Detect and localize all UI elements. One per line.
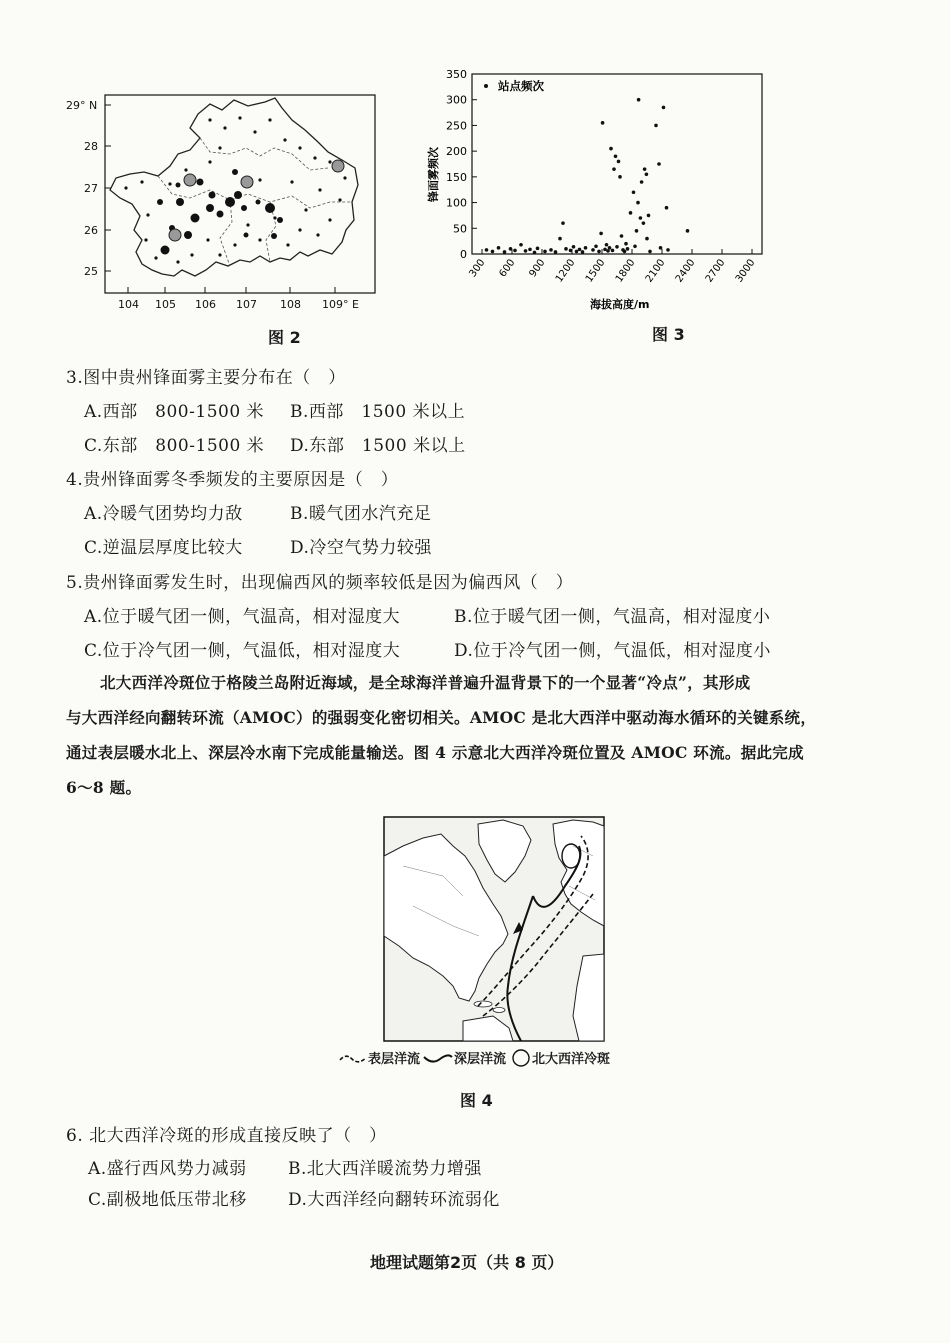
scatter-point bbox=[606, 249, 610, 253]
page-footer: 地理试题第2页（共 8 页） bbox=[370, 1253, 564, 1272]
lon-label: 104 bbox=[118, 298, 139, 311]
scatter-point bbox=[647, 214, 651, 218]
lon-label: 106 bbox=[195, 298, 216, 311]
scatter-point bbox=[558, 237, 562, 241]
fog-frequency-scatter bbox=[420, 62, 780, 322]
scatter-point bbox=[686, 229, 690, 233]
question-4-option-d: D.冷空气势力较强 bbox=[290, 538, 432, 558]
scatter-point bbox=[601, 121, 605, 125]
scatter-point bbox=[643, 167, 647, 171]
scatter-point bbox=[554, 250, 558, 254]
y-tick-label: 50 bbox=[453, 222, 467, 236]
scatter-point bbox=[665, 206, 669, 210]
scatter-point bbox=[637, 98, 641, 102]
scatter-point bbox=[611, 249, 615, 253]
figure-3 bbox=[420, 62, 780, 322]
province-outline bbox=[110, 98, 358, 276]
scatter-point bbox=[624, 242, 628, 246]
question-3-option-c: C.东部 800-1500 米 bbox=[84, 436, 265, 456]
lon-label: 108 bbox=[280, 298, 301, 311]
cold-spot-legend-icon bbox=[510, 1049, 532, 1067]
question-6-option-d: D.大西洋经向翻转环流弱化 bbox=[288, 1190, 500, 1210]
scatter-point bbox=[485, 248, 489, 252]
scatter-point bbox=[623, 250, 627, 254]
scatter-point bbox=[615, 245, 619, 249]
scatter-point bbox=[575, 250, 579, 254]
scatter-point bbox=[640, 180, 644, 184]
x-tick-label: 600 bbox=[497, 257, 518, 280]
question-6-option-b: B.北大西洋暖流势力增强 bbox=[288, 1159, 482, 1179]
question-6-option-c: C.副极地低压带北移 bbox=[88, 1190, 247, 1210]
question-5-option-b: B.位于暖气团一侧，气温高，相对湿度小 bbox=[454, 607, 771, 627]
scatter-point bbox=[617, 160, 621, 164]
x-tick-label: 3000 bbox=[733, 257, 758, 285]
scatter-point bbox=[639, 216, 643, 220]
scatter-point bbox=[636, 201, 640, 205]
lon-label: 109° E bbox=[322, 298, 359, 311]
scatter-point bbox=[524, 249, 528, 253]
figure-3-caption: 图 3 bbox=[652, 325, 685, 344]
chart-xlabel: 海拔高度/m bbox=[590, 298, 650, 311]
scatter-point bbox=[629, 211, 633, 215]
scatter-point bbox=[608, 246, 612, 250]
question-4-option-a: A.冷暖气团势均力敌 bbox=[84, 504, 243, 524]
deep-current-legend-icon bbox=[422, 1051, 454, 1065]
question-5-option-d: D.位于冷气团一侧，气温低，相对湿度小 bbox=[454, 641, 771, 661]
scatter-point bbox=[632, 190, 636, 194]
scatter-point bbox=[549, 248, 553, 252]
question-3-option-b: B.西部 1500 米以上 bbox=[290, 402, 466, 422]
y-tick-label: 300 bbox=[446, 93, 467, 107]
y-tick-label: 0 bbox=[460, 248, 467, 261]
scatter-point bbox=[503, 250, 507, 254]
lat-label: 26 bbox=[84, 224, 98, 237]
passage-line: 6～8 题。 bbox=[66, 778, 142, 797]
figure-2 bbox=[60, 90, 380, 340]
x-tick-label: 2100 bbox=[643, 257, 668, 285]
scatter-point bbox=[662, 106, 666, 110]
scatter-point bbox=[614, 154, 618, 158]
x-tick-label: 1800 bbox=[613, 257, 638, 285]
question-3-stem: 3.图中贵州锋面雾主要分布在（ ） bbox=[66, 368, 346, 388]
scatter-point bbox=[491, 250, 495, 254]
amoc-map bbox=[383, 816, 605, 1042]
y-tick-label: 100 bbox=[446, 196, 467, 210]
figure-4-caption: 图 4 bbox=[460, 1091, 493, 1110]
x-tick-label: 900 bbox=[527, 257, 548, 280]
scatter-point bbox=[612, 167, 616, 171]
x-tick-label: 1200 bbox=[553, 257, 578, 285]
scatter-point bbox=[605, 243, 609, 247]
scatter-point bbox=[657, 162, 661, 166]
scatter-point bbox=[645, 172, 649, 176]
scatter-point bbox=[633, 244, 637, 248]
scatter-point bbox=[561, 221, 565, 225]
lat-label: 25 bbox=[84, 265, 98, 278]
question-4-option-c: C.逆温层厚度比较大 bbox=[84, 538, 243, 558]
scatter-point bbox=[584, 246, 588, 250]
passage-line: 通过表层暖水北上、深层冷水南下完成能量输送。图 4 示意北大西洋冷斑位置及 AMOC 环流。据此完成 bbox=[66, 743, 804, 762]
scatter-point bbox=[618, 175, 622, 179]
figure-4-legend bbox=[338, 1048, 610, 1067]
scatter-point bbox=[543, 250, 547, 254]
legend-marker bbox=[484, 84, 488, 88]
scatter-point bbox=[533, 251, 537, 255]
scatter-point bbox=[509, 247, 513, 251]
scatter-point bbox=[599, 232, 603, 236]
question-6-stem: 6. 北大西洋冷斑的形成直接反映了（ ） bbox=[66, 1126, 387, 1146]
scatter-point bbox=[620, 234, 624, 238]
legend-cold-label: 北大西洋冷斑 bbox=[532, 1052, 611, 1067]
scatter-point bbox=[519, 243, 523, 247]
lat-label: 28 bbox=[84, 140, 98, 153]
lon-label: 107 bbox=[236, 298, 257, 311]
question-4-option-b: B.暖气团水汽充足 bbox=[290, 504, 432, 524]
x-tick-label: 300 bbox=[467, 257, 488, 280]
scatter-point bbox=[642, 221, 646, 225]
scatter-point bbox=[591, 248, 595, 252]
scatter-point bbox=[597, 250, 601, 254]
lat-label: 27 bbox=[84, 182, 98, 195]
figure-2-caption: 图 2 bbox=[268, 328, 301, 347]
passage bbox=[66, 665, 896, 805]
scatter-point bbox=[572, 245, 576, 249]
scatter-point bbox=[645, 237, 649, 241]
chart-legend: 站点频次 bbox=[498, 79, 544, 93]
scatter-point bbox=[497, 246, 501, 250]
scatter-point bbox=[536, 247, 540, 251]
y-tick-label: 150 bbox=[446, 170, 467, 184]
question-4-stem: 4.贵州锋面雾冬季频发的主要原因是（ ） bbox=[66, 470, 399, 490]
surface-current-legend-icon bbox=[338, 1051, 368, 1065]
legend-surface-label: 表层洋流 bbox=[368, 1052, 421, 1067]
scatter-point bbox=[513, 249, 517, 253]
y-tick-label: 250 bbox=[446, 119, 467, 133]
guizhou-map bbox=[60, 90, 380, 340]
passage-line: 与大西洋经向翻转环流（AMOC）的强弱变化密切相关。AMOC 是北大西洋中驱动海水循环的关键系统， bbox=[66, 708, 817, 727]
y-tick-label: 350 bbox=[446, 68, 467, 81]
question-6-option-a: A.盛行西风势力减弱 bbox=[88, 1159, 247, 1179]
question-5-option-c: C.位于冷气团一侧，气温低，相对湿度大 bbox=[84, 641, 401, 661]
scatter-point bbox=[626, 247, 630, 251]
question-5-option-a: A.位于暖气团一侧，气温高，相对湿度大 bbox=[84, 607, 401, 627]
scatter-point bbox=[635, 229, 639, 233]
question-3-option-a: A.西部 800-1500 米 bbox=[84, 402, 265, 422]
y-tick-label: 200 bbox=[446, 145, 467, 159]
scatter-point bbox=[578, 248, 582, 252]
scatter-point bbox=[609, 147, 613, 151]
chart-ylabel: 锋面雾频次 bbox=[427, 147, 440, 202]
lat-label: 29° N bbox=[66, 99, 98, 112]
scatter-point bbox=[659, 246, 663, 250]
scatter-point bbox=[594, 244, 598, 248]
scatter-point bbox=[666, 248, 670, 252]
passage-line: 北大西洋冷斑位于格陵兰岛附近海域，是全球海洋普遍升温背景下的一个显著“冷点”，其形成 bbox=[100, 673, 751, 692]
scatter-point bbox=[581, 250, 585, 254]
figure-4 bbox=[383, 816, 605, 1042]
x-tick-label: 2400 bbox=[673, 257, 698, 285]
scatter-point bbox=[654, 124, 658, 128]
legend-deep-label: 深层洋流 bbox=[454, 1052, 507, 1067]
question-3-option-d: D.东部 1500 米以上 bbox=[290, 436, 466, 456]
x-tick-label: 1500 bbox=[583, 257, 608, 285]
scatter-point bbox=[648, 250, 652, 254]
scatter-point bbox=[564, 247, 568, 251]
lon-label: 105 bbox=[155, 298, 176, 311]
question-5-stem: 5.贵州锋面雾发生时，出现偏西风的频率较低是因为偏西风（ ） bbox=[66, 573, 574, 593]
scatter-point bbox=[528, 248, 532, 252]
x-tick-label: 2700 bbox=[703, 257, 728, 285]
scatter-point bbox=[569, 249, 573, 253]
